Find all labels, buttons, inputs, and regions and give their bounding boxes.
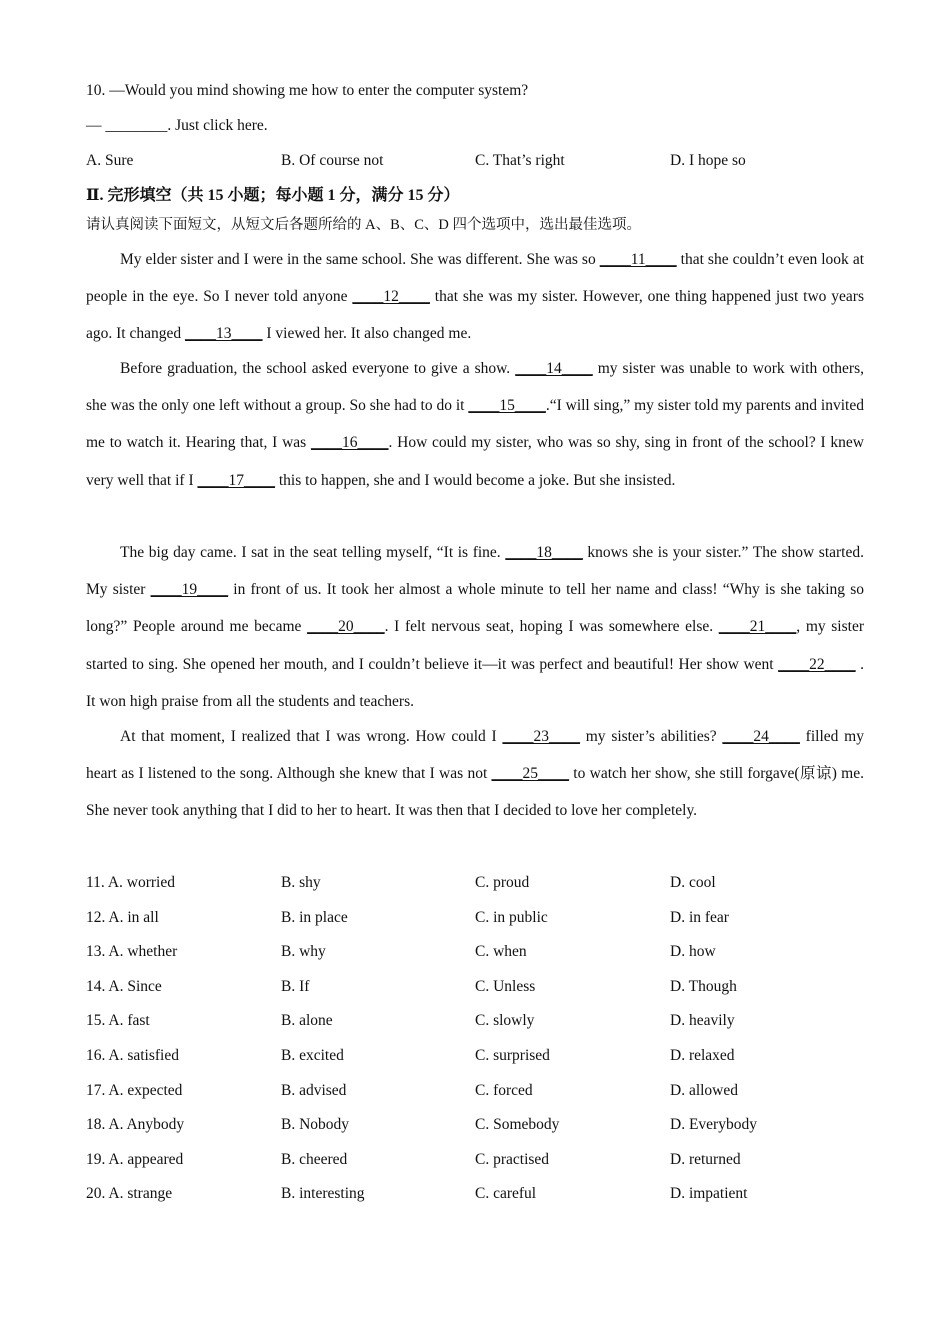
choice-option: C. Unless (475, 977, 536, 995)
passage-text: At that moment, I realized that I was wrong. How could I (120, 728, 503, 745)
choice-option: D. returned (670, 1150, 741, 1168)
choice-option: B. advised (281, 1081, 347, 1099)
option-b: B. Of course not (281, 152, 384, 169)
choice-row (86, 1150, 864, 1170)
passage-text: to watch her show, she still forgave(原谅) me. She never took anything that I did to her to heart. It was then that I decided to love her completely. (86, 765, 864, 820)
answer-blank: ____11____ (599, 251, 677, 268)
choice-option: B. Nobody (281, 1116, 350, 1134)
choice-option: 20. A. strange (86, 1185, 173, 1203)
passage-text: . How could my sister, who was so shy, sing in front of the school? I knew very well that if I (86, 434, 865, 489)
question-10-answer-line: — ________. Just click here. (86, 117, 268, 134)
passage-text: this to happen, she and I would become a joke. But she insisted. (274, 471, 676, 489)
choice-option: D. impatient (670, 1185, 748, 1203)
choice-option: 16. A. satisfied (86, 1047, 179, 1064)
passage-text: .“I will sing,” my sister told my parents and invited me to watch it. Hearing that, I was (86, 397, 864, 452)
answer-blank: ____24____ (722, 728, 800, 745)
passage-text: . I felt nervous seat, hoping I was somewhere else. (384, 618, 719, 636)
choice-row (86, 942, 864, 962)
passage-text: . It won high praise from all the students and teachers. (86, 655, 864, 710)
choice-option: C. in public (475, 908, 548, 926)
choice-option: B. shy (281, 874, 321, 891)
choice-option: B. excited (281, 1047, 344, 1064)
choice-row (86, 1184, 864, 1204)
choice-option: D. heavily (670, 1012, 735, 1030)
passage-text: Before graduation, the school asked everyone to give a show. (120, 360, 516, 377)
passage-paragraph-2 (86, 350, 864, 499)
answer-blank: ____14____ (515, 360, 593, 377)
choice-option: D. Though (670, 977, 737, 995)
choice-option: 13. A. whether (86, 943, 178, 961)
answer-blank: ____18____ (505, 544, 583, 561)
choice-row (86, 1011, 864, 1031)
question-10-stem: 10. —Would you mind showing me how to enter the computer system? (86, 82, 529, 99)
passage-paragraph-3 (86, 534, 864, 720)
passage-text: , my sister started to sing. She opened her mouth, and I couldn’t believe it—it was perfect and beautiful! Her show went (86, 618, 864, 673)
choice-row (86, 1081, 864, 1101)
passage-text: that she couldn’t even look at people in the eye. So I never told anyone (86, 251, 865, 306)
passage-text: my sister was unable to work with others, she was the only one left without a group. So she had to do it (86, 360, 864, 415)
choice-row (86, 977, 864, 997)
choice-row (86, 1046, 864, 1066)
choice-option: 12. A. in all (86, 908, 159, 926)
passage-text: in front of us. It took her almost a whole minute to tell her name and class! “Why is she taking so long?” People around me became (86, 581, 864, 636)
passage-text: my sister’s abilities? (579, 728, 723, 745)
answer-blank: ____17____ (197, 471, 275, 489)
choice-option: 15. A. fast (86, 1012, 150, 1030)
choice-option: C. surprised (475, 1047, 550, 1064)
choice-row (86, 873, 864, 893)
answer-blank: ____22____ (778, 655, 856, 673)
choice-option: B. why (281, 943, 326, 961)
passage-paragraph-1 (86, 241, 864, 353)
choice-option: C. Somebody (475, 1116, 560, 1134)
choice-option: B. interesting (281, 1185, 365, 1203)
choice-row (86, 908, 864, 928)
option-a: A. Sure (86, 152, 134, 169)
section-instruction: 请认真阅读下面短文，从短文后各题所给的 A、B、C、D 四个选项中，选出最佳选项。 (86, 217, 642, 233)
passage-text: that she was my sister. However, one thing happened just two years ago. It changed (86, 288, 864, 343)
passage-text: The big day came. I sat in the seat telling myself, “It is fine. (120, 544, 506, 561)
choice-option: D. cool (670, 874, 716, 891)
option-c: C. That’s right (475, 152, 565, 169)
answer-blank: ____15____ (468, 397, 546, 415)
choice-option: D. in fear (670, 908, 729, 926)
choice-option: D. how (670, 943, 716, 961)
choice-option: C. proud (475, 874, 530, 891)
answer-blank: ____21____ (718, 618, 797, 636)
choice-option: D. relaxed (670, 1047, 735, 1064)
choice-option: B. in place (281, 908, 348, 926)
passage-paragraph-4 (86, 718, 864, 830)
choice-option: D. Everybody (670, 1116, 757, 1134)
choice-option: C. slowly (475, 1012, 535, 1030)
choice-option: 19. A. appeared (86, 1150, 184, 1168)
choice-option: C. when (475, 943, 527, 961)
answer-blank: ____19____ (150, 581, 229, 599)
answer-blank: ____13____ (185, 325, 263, 343)
answer-blank: ____20____ (307, 618, 385, 636)
choice-option: 14. A. Since (86, 977, 162, 995)
choice-option: B. cheered (281, 1150, 348, 1168)
passage-text: filled my heart as I listened to the song. Although she knew that I was not (86, 728, 864, 783)
choice-option: B. alone (281, 1012, 333, 1030)
passage-text: My elder sister and I were in the same school. She was different. She was so (120, 251, 600, 268)
answer-blank: ____12____ (352, 288, 430, 306)
choice-option: C. forced (475, 1081, 533, 1099)
choice-option: 11. A. worried (86, 874, 175, 891)
section-title: Ⅱ. 完形填空（共 15 小题；每小题 1 分，满分 15 分） (86, 187, 460, 204)
choice-row (86, 1115, 864, 1135)
option-d: D. I hope so (670, 152, 746, 169)
choice-option: 18. A. Anybody (86, 1116, 185, 1134)
answer-blank: ____25____ (491, 765, 570, 783)
answer-blank: ____16____ (310, 434, 389, 452)
passage-text: I viewed her. It also changed me. (262, 325, 472, 343)
choice-option: C. practised (475, 1150, 550, 1168)
question-10-options (86, 151, 864, 171)
answer-blank: ____23____ (502, 728, 580, 745)
passage-text: knows she is your sister.” The show started. My sister (86, 544, 864, 599)
choice-option: B. If (281, 977, 310, 995)
choice-option: C. careful (475, 1185, 537, 1203)
choice-option: D. allowed (670, 1081, 739, 1099)
choice-option: 17. A. expected (86, 1081, 183, 1099)
